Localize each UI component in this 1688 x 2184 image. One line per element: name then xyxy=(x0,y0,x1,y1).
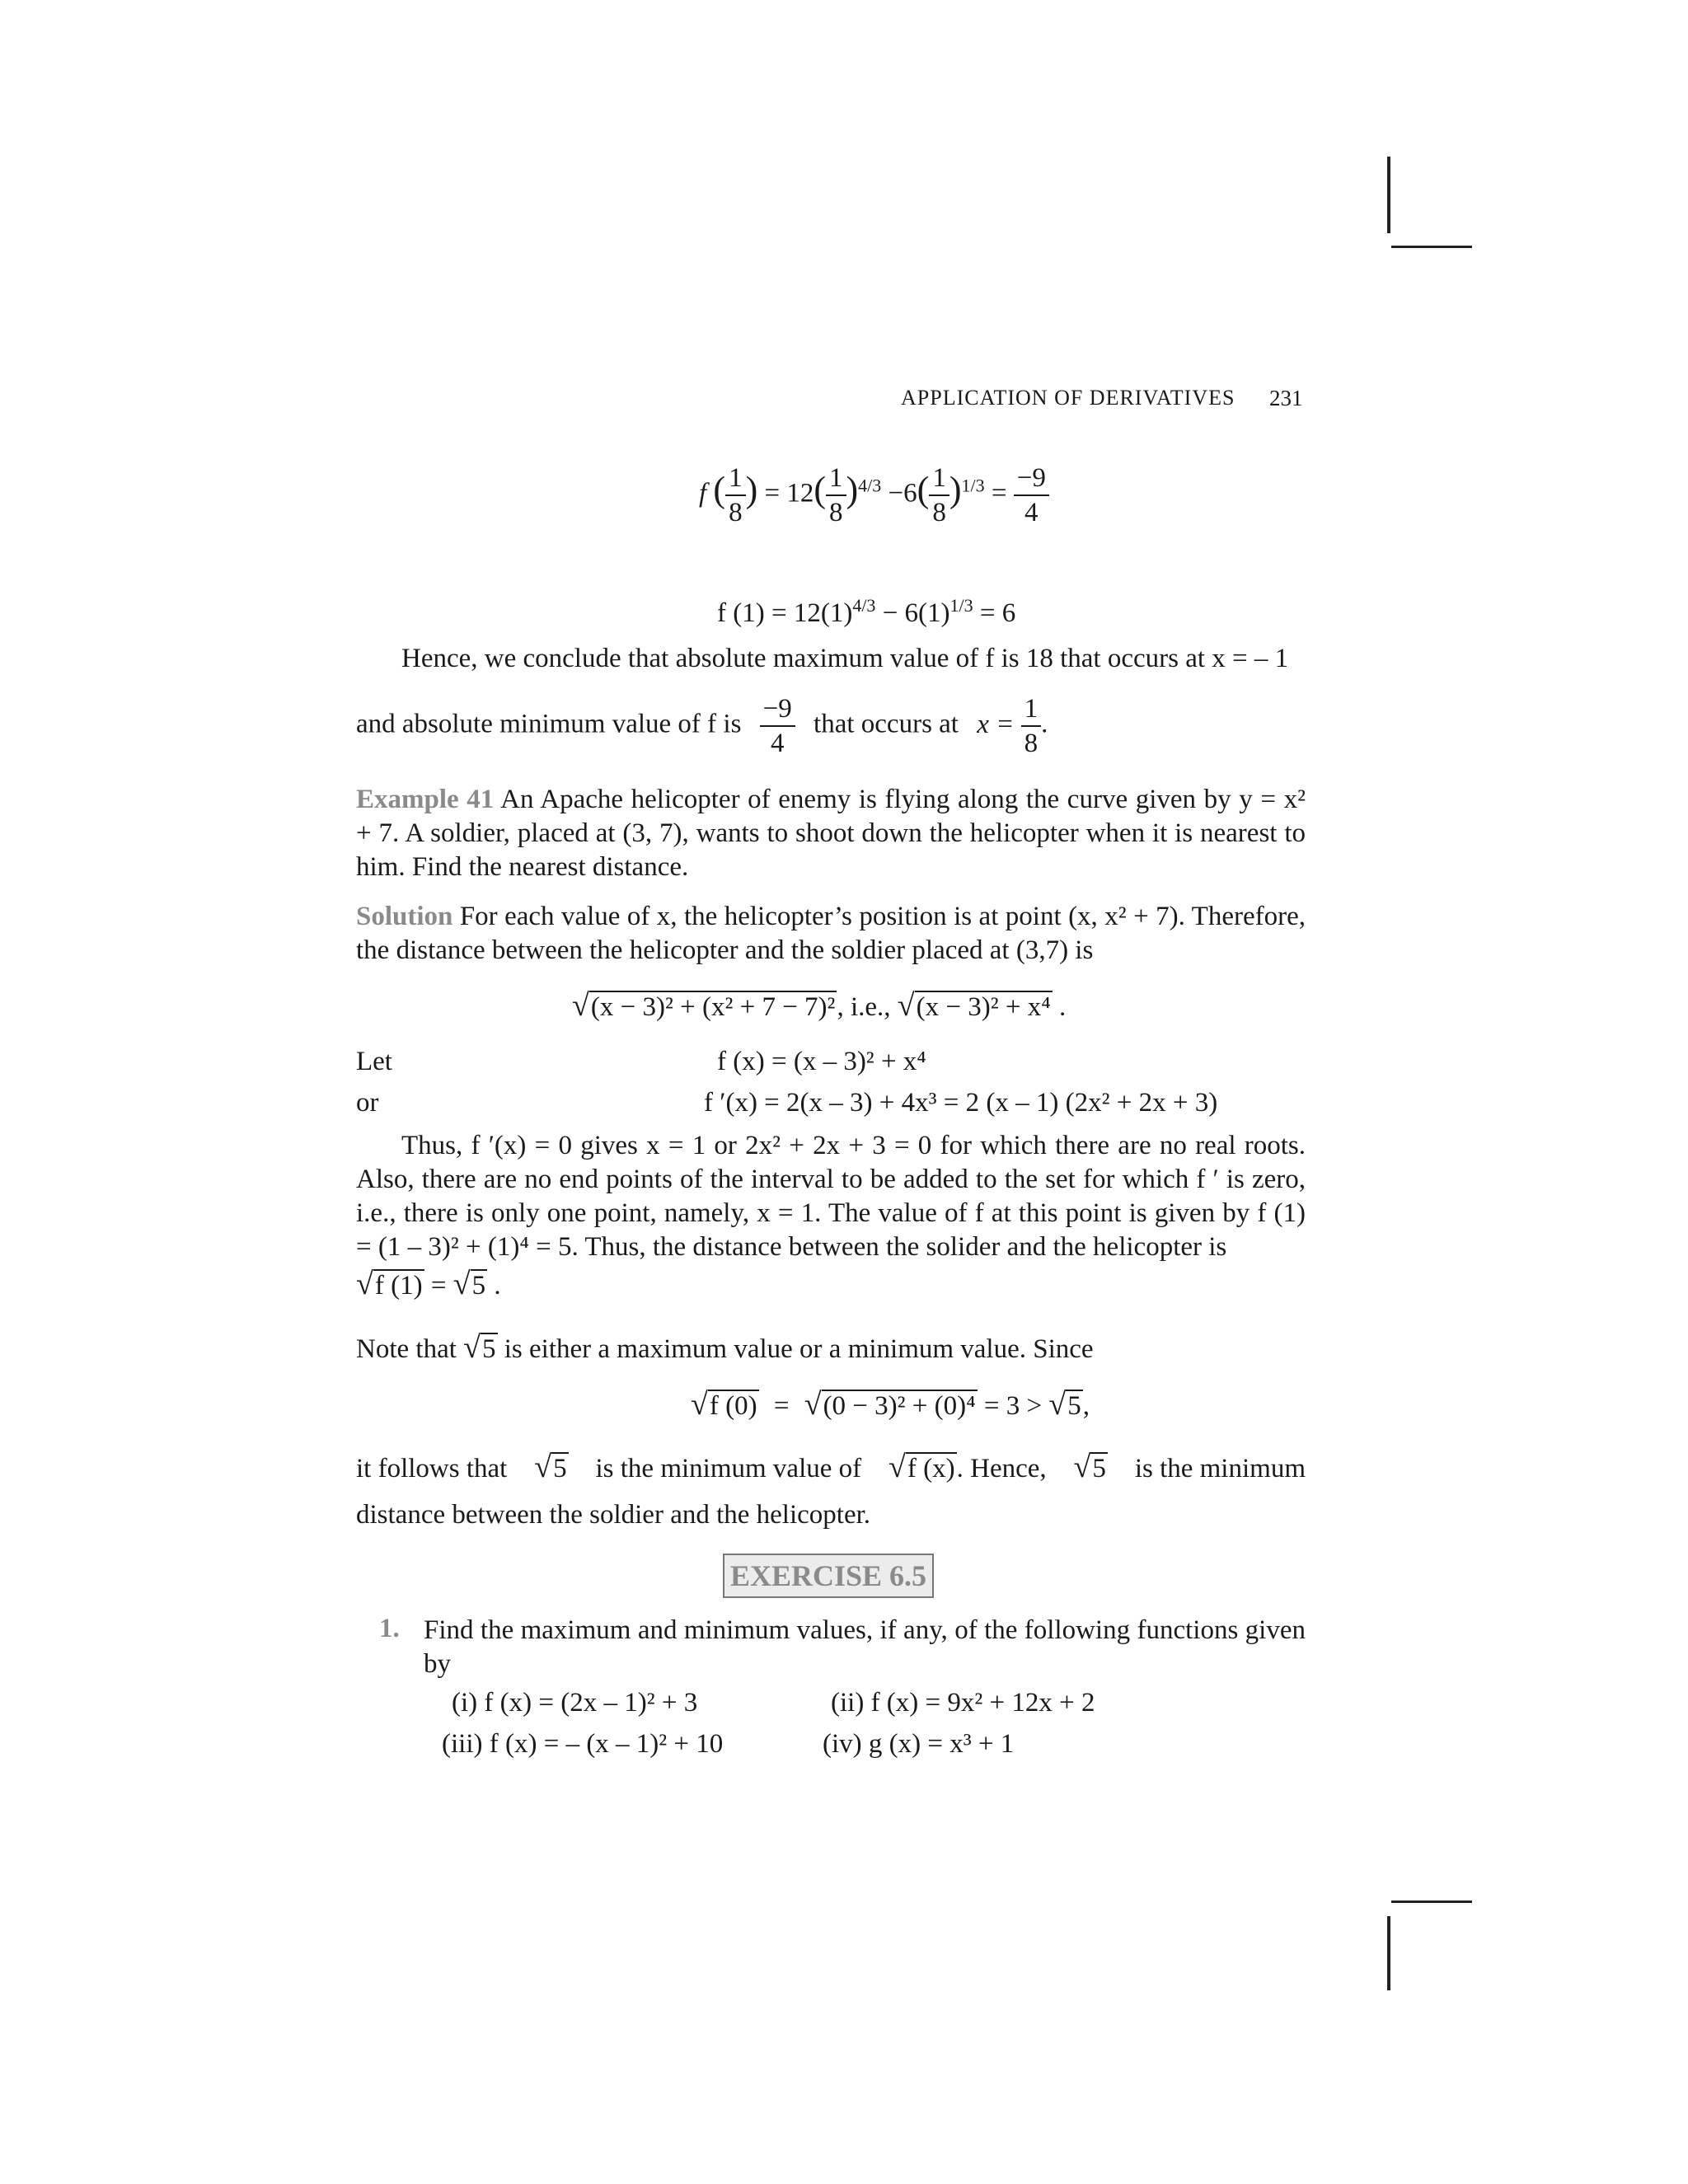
note-sqrt-five: 5 xyxy=(482,1334,496,1364)
frac-den-2: 8 xyxy=(829,498,843,527)
x-den: 8 xyxy=(1024,729,1039,758)
radical-sign-4: √ xyxy=(452,1267,471,1301)
thus-text: Thus, f ′(x) = 0 gives x = 1 or 2x² + 2x + 3 = 0 for which there are no real roots. Also, there are no end points of the interval to be added to the set for which f ′ is zero, i.e., there is only one point, namely, x = 1. The value of f at this point is given by f (1) = (1 – 3)² + (1)⁴ = 5. Thus, the distance between the solider and the helicopter is xyxy=(356,1131,1306,1262)
example-text: An Apache helicopter of enemy is flying along the curve given by y = x² + 7. A soldier, placed at (3, 7), wants to shoot down the helicopter when it is nearest to him. Find the nearest distance. xyxy=(356,785,1306,882)
sqrt-five: 5 xyxy=(471,1271,486,1301)
f0-expression: (0 − 3)² + (0)⁴ xyxy=(823,1391,976,1421)
note-line xyxy=(356,1329,1094,1366)
follows-line-1 xyxy=(356,1449,1306,1485)
frac-num-2: 1 xyxy=(826,462,846,496)
crop-mark-top-vertical xyxy=(1387,157,1390,233)
exercise-title: EXERCISE 6.5 xyxy=(723,1554,934,1598)
f0-end: , xyxy=(1082,1391,1090,1421)
x-equals: x = xyxy=(977,709,1015,739)
radical-sign-10: √ xyxy=(889,1450,906,1484)
paren-open: ( xyxy=(713,469,726,510)
f0-rhs: = 3 > xyxy=(977,1391,1049,1421)
radical-sign-2: √ xyxy=(897,988,915,1023)
follow-text-d: is the minimum xyxy=(1134,1454,1306,1483)
follow-sqrt-five-1: 5 xyxy=(553,1454,567,1483)
question-1-text: Find the maximum and minimum values, if any, of the following functions given by xyxy=(424,1615,1306,1679)
fraction-x-value xyxy=(1021,692,1042,760)
solution-text: For each value of x, the helicopter’s position is at point (x, x² + 7). Therefore, the distance between the helicopter and the soldier placed at (3,7) is xyxy=(356,902,1306,965)
equals-sign: = xyxy=(764,478,781,509)
min-den: 4 xyxy=(770,729,785,758)
f0-radicand: f (0) xyxy=(709,1391,757,1421)
sqrt-f1-equation xyxy=(356,1266,501,1302)
follow-sqrt-group-f xyxy=(889,1449,1047,1485)
period: . xyxy=(1041,709,1048,739)
equals-sign-2: = xyxy=(991,478,1007,509)
note-text-b: is either a maximum value or a minimum value. Since xyxy=(504,1334,1094,1364)
result-num: −9 xyxy=(1014,462,1049,496)
distance-end: . xyxy=(1052,992,1067,1022)
let-label: Let xyxy=(356,1047,392,1076)
frac-den: 8 xyxy=(729,498,743,527)
page-number: 231 xyxy=(1269,386,1303,410)
sqrt-f0-equation xyxy=(691,1386,1090,1422)
paren-close-2: ) xyxy=(846,469,859,510)
radical-sign-7: √ xyxy=(804,1387,822,1422)
paren-open-2: ( xyxy=(814,469,827,510)
coefficient-12: 12 xyxy=(786,478,814,509)
fraction-result xyxy=(1014,462,1049,529)
fraction-min-value xyxy=(760,692,795,760)
radical-sign: √ xyxy=(572,988,589,1023)
conclusion-line-2 xyxy=(356,692,1048,760)
follow-sqrt-group-1 xyxy=(534,1449,568,1485)
min-num: −9 xyxy=(760,692,795,727)
question-number: 1. xyxy=(379,1614,400,1643)
equation-f-one xyxy=(717,595,1015,629)
or-equation: f ′(x) = 2(x – 3) + 4x³ = 2 (x – 1) (2x² + 2x + 3) xyxy=(704,1088,1218,1118)
paren-open-3: ( xyxy=(917,469,930,510)
result-den: 4 xyxy=(1025,498,1039,527)
exponent-one-third: 1/3 xyxy=(961,475,985,496)
sqrt-f1-end: . xyxy=(487,1271,501,1301)
let-equation: f (x) = (x – 3)² + x⁴ xyxy=(717,1047,926,1076)
radical-sign-8: √ xyxy=(1048,1387,1067,1422)
or-label: or xyxy=(356,1088,379,1118)
equation-f-one-eighth xyxy=(699,462,1049,529)
f1-exp1: 4/3 xyxy=(852,595,876,616)
ie-text: , i.e., xyxy=(837,992,891,1022)
fraction-one-eighth xyxy=(725,462,746,529)
frac-num: 1 xyxy=(725,462,746,496)
f1-exp2: 1/3 xyxy=(950,595,973,616)
paren-close: ) xyxy=(745,469,758,510)
frac-den-3: 8 xyxy=(932,498,946,527)
paren-close-3: ) xyxy=(949,469,962,510)
conclusion-line-1: Hence, we conclude that absolute maximum value of f is 18 that occurs at x = – 1 xyxy=(401,644,1289,673)
follow-text-b: is the minimum value of xyxy=(595,1454,862,1483)
running-header: APPLICATION OF DERIVATIVES xyxy=(901,386,1236,410)
sqrt-f1-equals: = xyxy=(424,1271,453,1301)
fraction-one-eighth-3 xyxy=(929,462,950,529)
sqrt-f1-radicand: f (1) xyxy=(374,1271,423,1301)
radical-sign-5: √ xyxy=(463,1330,481,1365)
crop-mark-bottom-horizontal xyxy=(1391,1900,1472,1903)
follow-sqrt-fx: f (x) xyxy=(907,1454,955,1483)
crop-mark-bottom-vertical xyxy=(1387,1916,1390,1990)
f1-mid: − 6(1) xyxy=(875,598,950,628)
f0-sqrt-five: 5 xyxy=(1067,1391,1081,1421)
distance-radicand-1: (x − 3)² + (x² + 7 − 7)² xyxy=(590,992,836,1022)
exponent-four-thirds: 4/3 xyxy=(858,475,882,496)
conclusion-text-a: and absolute minimum value of f is xyxy=(356,709,742,739)
exercise-item-ii: (ii) f (x) = 9x² + 12x + 2 xyxy=(831,1688,1095,1718)
follow-text-c: . Hence, xyxy=(956,1454,1047,1483)
frac-num-3: 1 xyxy=(929,462,950,496)
follows-line-2: distance between the soldier and the helicopter. xyxy=(356,1500,871,1530)
follow-text-a: it follows that xyxy=(356,1454,508,1483)
f1-rhs: = 6 xyxy=(973,598,1016,628)
example-label: Example 41 xyxy=(356,785,495,814)
radical-sign-9: √ xyxy=(534,1450,552,1484)
distance-radicand-2: (x − 3)² + x⁴ xyxy=(916,992,1051,1022)
thus-paragraph xyxy=(356,1129,1306,1264)
crop-mark-top-horizontal xyxy=(1391,246,1472,248)
exercise-item-iv: (iv) g (x) = x³ + 1 xyxy=(823,1729,1015,1759)
minus-six: −6 xyxy=(888,478,917,509)
exercise-item-iii: (iii) f (x) = – (x – 1)² + 10 xyxy=(442,1729,724,1759)
radical-sign-3: √ xyxy=(356,1267,373,1301)
conclusion-text-b: that occurs at xyxy=(814,709,959,739)
example-41 xyxy=(356,783,1306,884)
note-text-a: Note that xyxy=(356,1334,457,1364)
follow-sqrt-group-2 xyxy=(1074,1449,1108,1485)
x-num: 1 xyxy=(1021,692,1042,727)
exercise-item-i: (i) f (x) = (2x – 1)² + 3 xyxy=(452,1688,698,1718)
fraction-one-eighth-2 xyxy=(826,462,846,529)
radical-sign-11: √ xyxy=(1073,1450,1091,1484)
eq-f-symbol: f xyxy=(699,478,707,509)
follow-sqrt-five-2: 5 xyxy=(1092,1454,1106,1483)
f0-equals: = xyxy=(767,1391,796,1421)
f1-lhs: f (1) = 12(1) xyxy=(717,598,853,628)
distance-expression xyxy=(572,987,1066,1024)
solution-label: Solution xyxy=(356,902,453,931)
radical-sign-6: √ xyxy=(691,1387,708,1422)
solution-intro xyxy=(356,900,1306,968)
